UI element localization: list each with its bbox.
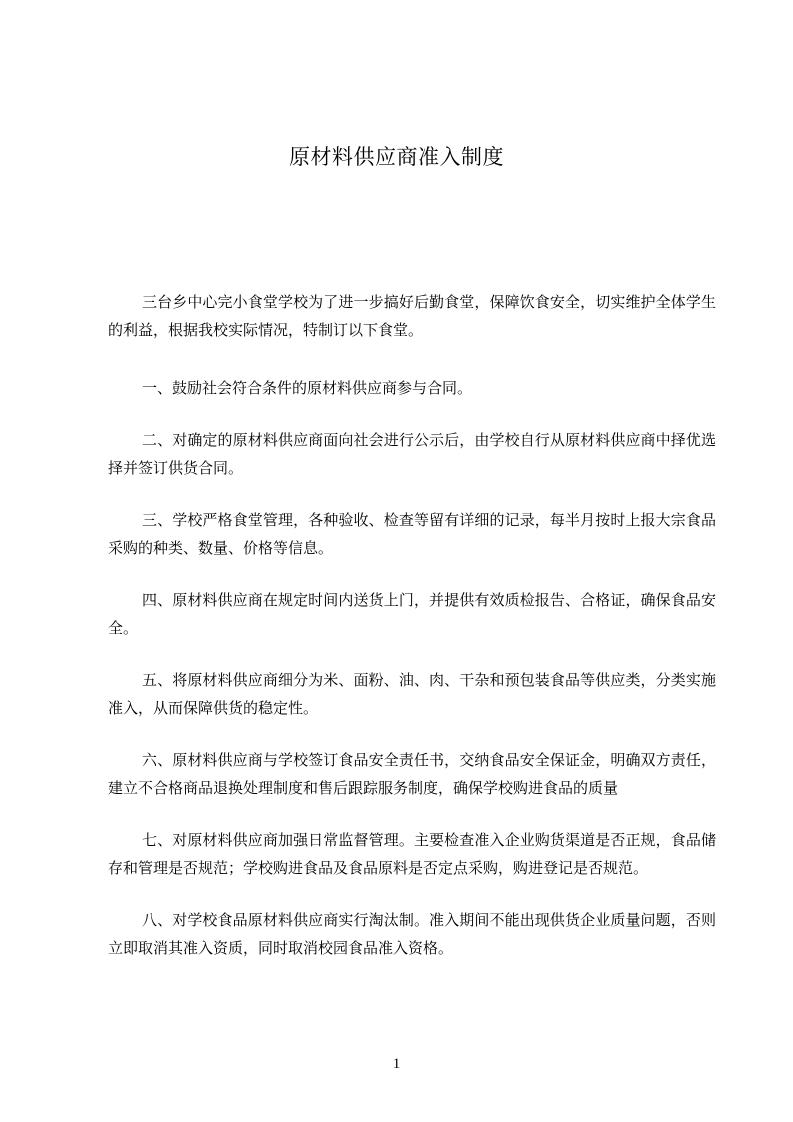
- clause-2: 二、对确定的原材料供应商面向社会进行公示后，由学校自行从原材料供应商中择优选择并签订供货合同。: [108, 431, 716, 477]
- clause-6: 六、原材料供应商与学校签订食品安全责任书，交纳食品安全保证金，明确双方责任，建立不合格商品退换处理制度和售后跟踪服务制度，确保学校购进食品的质量: [108, 751, 716, 797]
- page-title: 原材料供应商准入制度: [289, 145, 504, 169]
- clause-5: 五、将原材料供应商细分为米、面粉、油、肉、干杂和预包装食品等供应类，分类实施准入，从而保障供货的稳定性。: [108, 671, 716, 717]
- clause-8: 八、对学校食品原材料供应商实行淘汰制。准入期间不能出现供货企业质量问题，否则立即取消其准入资质，同时取消校园食品准入资格。: [108, 911, 716, 957]
- clause-4: 四、原材料供应商在规定时间内送货上门，并提供有效质检报告、合格证，确保食品安全。: [108, 591, 716, 637]
- clause-3: 三、学校严格食堂管理，各种验收、检查等留有详细的记录，每半月按时上报大宗食品采购的种类、数量、价格等信息。: [108, 511, 716, 557]
- clause-1: 一、鼓励社会符合条件的原材料供应商参与合同。: [142, 379, 473, 397]
- document-body: [108, 288, 716, 986]
- page-number: 1: [392, 1056, 401, 1072]
- intro-paragraph: 三台乡中心完小食堂学校为了进一步搞好后勤食堂，保障饮食安全，切实维护全体学生的利益，根据我校实际情况，特制订以下食堂。: [108, 293, 716, 339]
- clause-7: 七、对原材料供应商加强日常监督管理。主要检查准入企业购货渠道是否正规，食品储存和管理是否规范；学校购进食品及食品原料是否定点采购，购进登记是否规范。: [108, 831, 716, 877]
